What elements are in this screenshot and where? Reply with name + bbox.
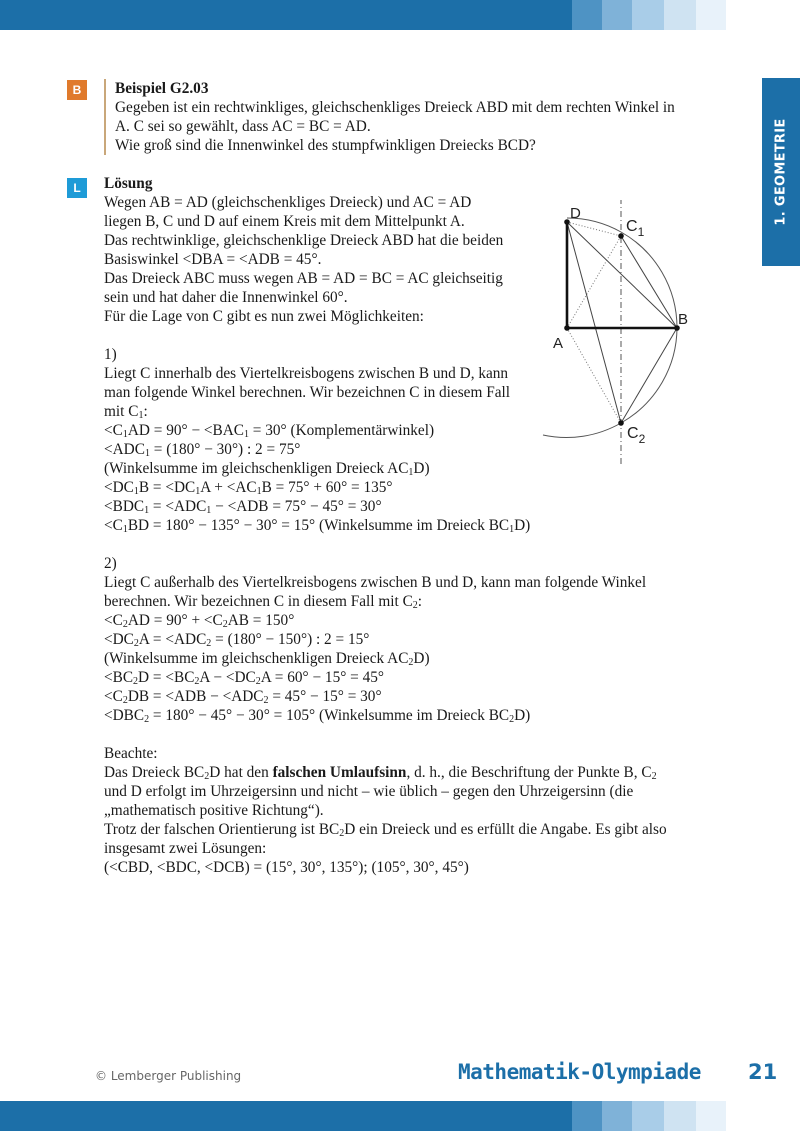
case2-formula: $<DC_2A = <ADC_2 = (180^\circ - 150^\circ)$ : 2 = 15° (104, 631, 370, 649)
case1-formula: $<DC_1B = <DC_1A + <AC_1B = 75^\circ + 60^\circ = 135^\circ$ (104, 479, 393, 497)
geometry-figure (540, 200, 710, 470)
page-number: 21 (748, 1060, 778, 1084)
example-title: Beispiel G2.03 (115, 80, 209, 97)
example-line: A. C sei so gewählt, dass AC = BC = AD. (115, 118, 371, 135)
solution-line: Für die Lage von C gibt es nun zwei Möglichkeiten: (104, 308, 424, 325)
note-result: (<CBD, <BDC, <DCB) = (15°, 30°, 135°); (105°, 30°, 45°) (104, 859, 469, 876)
solution-badge: L (67, 178, 87, 198)
case2-formula: $<C_2DB = <ADB - <ADC_2 = 45^\circ - 15^\circ = 30^\circ$ (104, 688, 382, 706)
case2-label: 2) (104, 555, 117, 572)
note-line: Trotz der falschen Orientierung ist $BC_2D$ ein Dreieck und es erfüllt die Angabe. Es gibt also (104, 821, 667, 839)
emphasis-text: falschen Umlaufsinn (272, 764, 407, 781)
point-c2 (618, 420, 624, 426)
dotted-line-ac2 (567, 328, 621, 423)
solution-line: Das Dreieck ABC muss wegen AB = AD = BC = AC gleichseitig (104, 270, 503, 287)
dotted-line-dc1 (567, 222, 621, 236)
point-c1 (618, 233, 624, 239)
bottom-color-band (0, 1101, 800, 1131)
note-line: Das Dreieck $BC_2D$ hat den falschen Umlaufsinn, d. h., die Beschriftung der Punkte B, $C_2$ (104, 764, 657, 782)
line-dc2 (567, 222, 621, 423)
case2-formula: $<BC_2D = <BC_2A - <DC_2A = 60^\circ - 15^\circ = 45^\circ$ (104, 669, 385, 687)
label-c2: $C_2$ (627, 425, 646, 446)
solution-line: liegen B, C und D auf einem Kreis mit dem Mittelpunkt A. (104, 213, 465, 230)
solution-line: Basiswinkel <DBA = <ADB = 45°. (104, 251, 322, 268)
line-bc2 (621, 328, 677, 423)
case1-line: mit $C_1$: (104, 403, 148, 421)
label-c1: $C_1$ (626, 218, 645, 239)
case1-line: Liegt C innerhalb des Viertelkreisbogens zwischen B und D, kann (104, 365, 509, 382)
case2-formula: (Winkelsumme im gleichschenkligen Dreieck $AC_2D$) (104, 650, 430, 668)
dotted-line-ac1 (567, 236, 621, 328)
case1-line: man folgende Winkel berechnen. Wir bezeichnen C in diesem Fall (104, 384, 510, 401)
note-label: Beachte: (104, 745, 158, 762)
label-b: B (678, 311, 689, 328)
case2-line: Liegt C außerhalb des Viertelkreisbogens zwischen B und D, kann man folgende Winkel (104, 574, 647, 591)
case1-label: 1) (104, 346, 117, 363)
book-title: Mathematik-Olympiade (458, 1060, 701, 1084)
chapter-side-tab (762, 78, 800, 266)
case1-formula: (Winkelsumme im gleichschenkligen Dreieck $AC_1D$) (104, 460, 430, 478)
note-line: insgesamt zwei Lösungen: (104, 840, 267, 857)
label-d: D (570, 205, 581, 222)
solution-line: Das rechtwinklige, gleichschenklige Dreieck ABD hat die beiden (104, 232, 504, 249)
copyright-text: © Lemberger Publishing (95, 1069, 242, 1083)
example-badge: B (67, 80, 87, 100)
case1-formula: $<BDC_1 = <ADC_1 - <ADB = 75^\circ - 45^\circ = 30^\circ$ (104, 498, 382, 516)
case2-line: berechnen. Wir bezeichnen C in diesem Fall mit $C_2$: (104, 593, 423, 611)
case1-formula: $<C_1AD = 90^\circ - <BAC_1 = 30^\circ$ (Komplementärwinkel) (104, 422, 435, 440)
case1-formula: $<C_1BD = 180^\circ - 135^\circ - 30^\circ = 15^\circ$ (Winkelsumme im Dreieck $BC_1D$) (104, 517, 531, 535)
chapter-label: 1. GEOMETRIE (773, 118, 789, 226)
case1-formula: $<ADC_1 = (180^\circ - 30^\circ)$ : 2 = 75° (104, 441, 301, 459)
note-line: und D erfolgt im Uhrzeigersinn und nicht – wie üblich – gegen den Uhrzeigersinn (die (104, 783, 634, 800)
solution-title: Lösung (104, 175, 153, 192)
case2-formula: $<C_2AD = 90^\circ + <C_2AB = 150^\circ$ (104, 612, 295, 630)
point-a (564, 325, 570, 331)
top-color-band (0, 0, 800, 30)
solution-line: sein und hat daher die Innenwinkel 60°. (104, 289, 348, 306)
label-a: A (553, 335, 564, 352)
example-box (104, 79, 724, 155)
solution-line: Wegen AB = AD (gleichschenkliges Dreieck) und AC = AD (104, 194, 472, 211)
example-line: Wie groß sind die Innenwinkel des stumpfwinkligen Dreiecks BCD? (115, 137, 536, 154)
point-d (564, 219, 570, 225)
note-line: „mathematisch positive Richtung“). (104, 802, 324, 819)
case2-formula: $<DBC_2 = 180^\circ - 45^\circ - 30^\circ = 105^\circ$ (Winkelsumme im Dreieck $BC_2D$) (104, 707, 531, 725)
example-line: Gegeben ist ein rechtwinkliges, gleichschenkliges Dreieck ABD mit dem rechten Winkel in (115, 99, 675, 116)
